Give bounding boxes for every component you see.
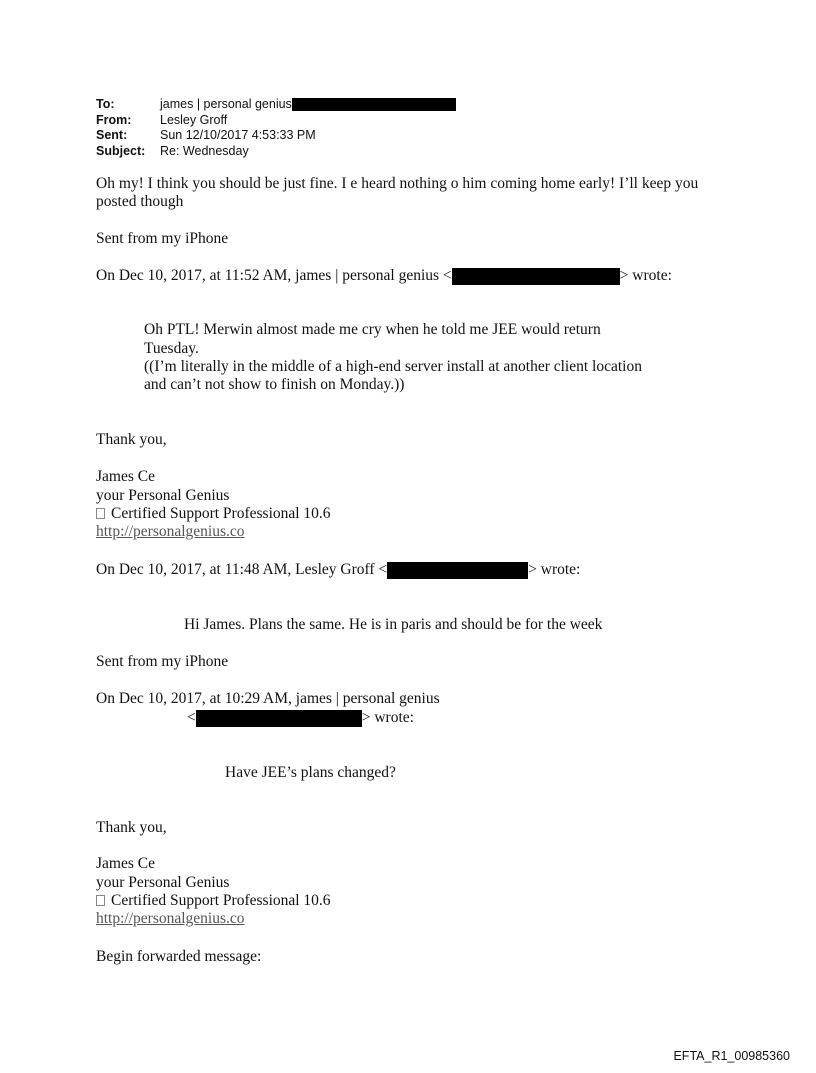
from-value: Lesley Groff xyxy=(160,112,228,127)
from-row xyxy=(96,113,456,129)
james-message-line-1: Oh PTL! Merwin almost made me cry when he told me JEE would return xyxy=(144,321,601,338)
james-message-line-4: and can’t not show to finish on Monday.)) xyxy=(144,376,405,393)
sent-label: Sent: xyxy=(96,128,128,142)
quote-header-2: On Dec 10, 2017, at 11:48 AM, Lesley Groff < > wrote: xyxy=(96,561,581,578)
redaction-bar xyxy=(387,562,528,579)
sent-row xyxy=(96,128,456,144)
placeholder-glyph-icon xyxy=(96,895,105,906)
quote-header-3-line-1: On Dec 10, 2017, at 10:29 AM, james | personal genius xyxy=(96,690,440,707)
reply-line-2: posted though xyxy=(96,193,184,210)
question-message: Have JEE’s plans changed? xyxy=(225,764,396,781)
redaction-bar xyxy=(196,710,362,727)
forwarded-message-note: Begin forwarded message: xyxy=(96,948,262,965)
reply-line-1: Oh my! I think you should be just fine. I e heard nothing o him coming home early! I’ll keep you xyxy=(96,175,699,192)
signature-2-cert: Certified Support Professional 10.6 xyxy=(96,892,331,911)
sent-from-iphone-2: Sent from my iPhone xyxy=(96,653,229,670)
sent-from-iphone-1: Sent from my iPhone xyxy=(96,230,229,247)
signature-2-name: James Ce xyxy=(96,855,155,872)
to-value: james | personal genius xyxy=(160,97,292,111)
james-message-line-3: ((I’m literally in the middle of a high-end server install at another client location xyxy=(144,358,642,375)
redaction-bar xyxy=(292,98,456,111)
sent-value: Sun 12/10/2017 4:53:33 PM xyxy=(160,128,316,142)
lesley-message: Hi James. Plans the same. He is in paris and should be for the week xyxy=(184,616,603,633)
placeholder-glyph-icon xyxy=(96,508,105,519)
document-id: EFTA_R1_00985360 xyxy=(673,1049,790,1063)
signature-1-name: James Ce xyxy=(96,468,155,485)
signature-1-link[interactable]: http://personalgenius.co xyxy=(96,523,245,540)
signature-2-link[interactable]: http://personalgenius.co xyxy=(96,910,245,927)
signature-1-title: your Personal Genius xyxy=(96,487,230,504)
quote-header-3-line-2: < > wrote: xyxy=(187,709,414,726)
subject-value: Re: Wednesday xyxy=(160,143,249,158)
quote-header-1: On Dec 10, 2017, at 11:52 AM, james | personal genius < > wrote: xyxy=(96,267,672,284)
to-label: To: xyxy=(96,97,115,111)
signature-2-title: your Personal Genius xyxy=(96,874,230,891)
thanks-1: Thank you, xyxy=(96,431,167,448)
thanks-2: Thank you, xyxy=(96,819,167,836)
email-header xyxy=(96,97,456,159)
subject-row xyxy=(96,144,456,160)
james-message-line-2: Tuesday. xyxy=(144,340,199,357)
from-label: From: xyxy=(96,112,132,127)
redaction-bar xyxy=(452,268,620,285)
to-row xyxy=(96,97,456,113)
signature-1-cert: Certified Support Professional 10.6 xyxy=(96,505,331,524)
subject-label: Subject: xyxy=(96,143,146,158)
